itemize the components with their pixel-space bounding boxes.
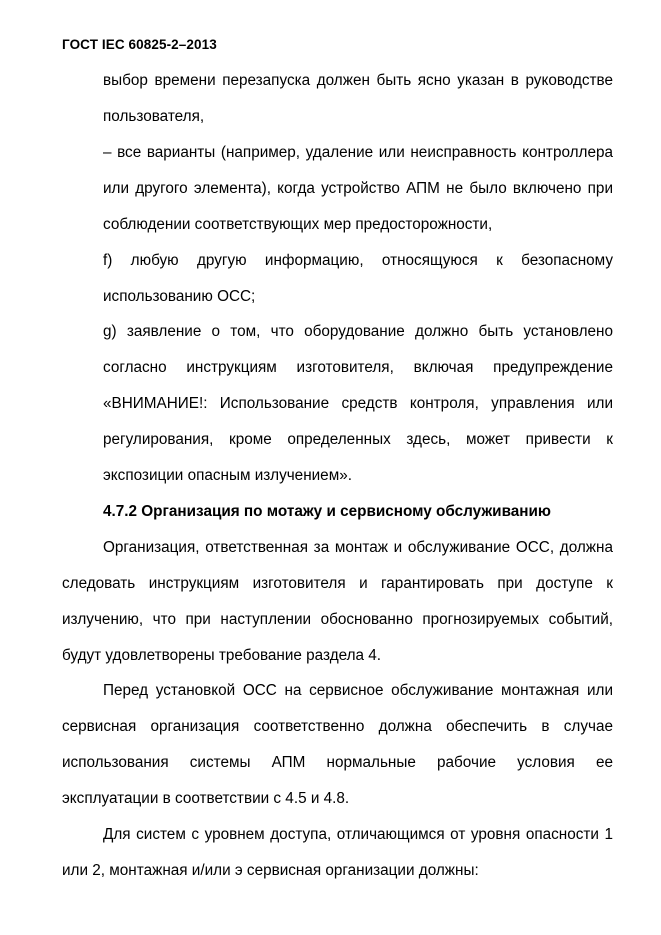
text-line: использованию ОСС; <box>103 288 256 305</box>
text-line: Организация, ответственная за монтаж и обслуживание ОСС, должна <box>103 539 613 556</box>
text-line: g) заявление о том, что оборудование должно быть установлено <box>103 323 613 340</box>
text-line: или 2, монтажная и/или э сервисная организации должны: <box>62 862 479 879</box>
text-line: пользователя, <box>103 108 205 125</box>
text-line: эксплуатации в соответствии с 4.5 и 4.8. <box>62 790 350 807</box>
text-line: будут удовлетворены требование раздела 4. <box>62 647 382 664</box>
text-line: выбор времени перезапуска должен быть ясно указан в руководстве <box>103 72 613 89</box>
text-line: экспозиции опасным излучением». <box>103 467 352 484</box>
text-line: излучению, что при наступлении обоснованно прогнозируемых событий, <box>62 611 613 628</box>
text-line: – все варианты (например, удаление или неисправность контроллера <box>103 144 613 161</box>
text-line: согласно инструкциям изготовителя, включая предупреждение <box>103 359 613 376</box>
text-line: Для систем с уровнем доступа, отличающимся от уровня опасности 1 <box>103 826 613 843</box>
text-line: f) любую другую информацию, относящуюся к безопасному <box>103 252 613 269</box>
text-line: сервисная организация соответственно должна обеспечить в случае <box>62 718 613 735</box>
text-line: Перед установкой ОСС на сервисное обслуживание монтажная или <box>103 682 613 699</box>
text-line: регулирования, кроме определенных здесь, может привести к <box>103 431 613 448</box>
text-line: соблюдении соответствующих мер предосторожности, <box>103 216 493 233</box>
text-line: следовать инструкциям изготовителя и гарантировать при доступе к <box>62 575 613 592</box>
text-line: использования системы АПМ нормальные рабочие условия ее <box>62 754 613 771</box>
section-heading: 4.7.2 Организация по мотажу и сервисному обслуживанию <box>103 503 551 520</box>
text-line: или другого элемента), когда устройство АПМ не было включено при <box>103 180 613 197</box>
text-line: «ВНИМАНИЕ!: Использование средств контроля, управления или <box>103 395 613 412</box>
document-header-title: ГОСТ IEC 60825-2–2013 <box>62 37 217 52</box>
